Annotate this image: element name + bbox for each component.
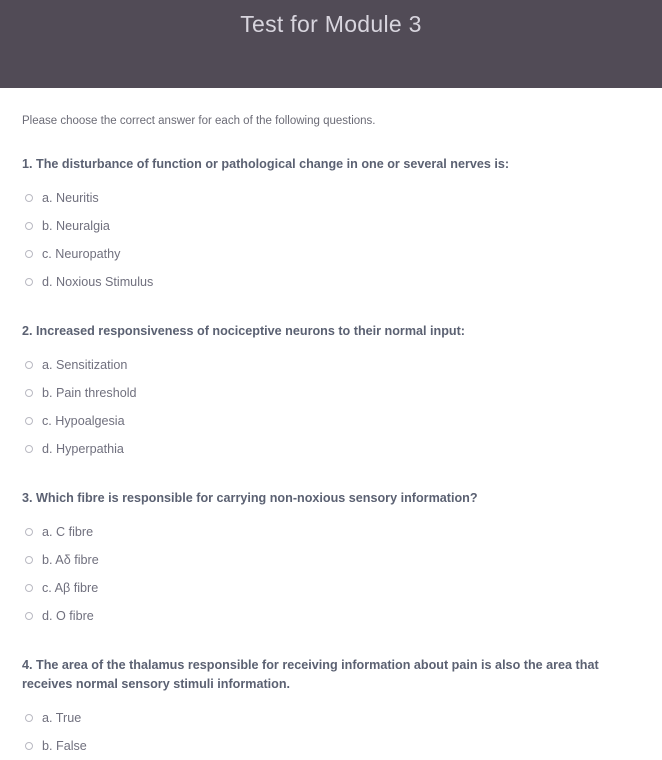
radio-button-icon[interactable] — [25, 194, 33, 202]
radio-button-icon[interactable] — [25, 250, 33, 258]
option-label: a. Sensitization — [42, 357, 128, 372]
quiz-header — [0, 0, 662, 88]
option-label: b. Neuralgia — [42, 218, 110, 233]
option-label: b. Aδ fibre — [42, 552, 99, 567]
option-row[interactable] — [22, 268, 640, 296]
option-row[interactable] — [22, 435, 640, 463]
option-row[interactable] — [22, 351, 640, 379]
radio-button-icon[interactable] — [25, 742, 33, 750]
instructions-text: Please choose the correct answer for each of the following questions. — [22, 115, 376, 127]
option-label: d. O fibre — [42, 608, 94, 623]
radio-button-icon[interactable] — [25, 612, 33, 620]
option-row[interactable] — [22, 574, 640, 602]
question-text: 1. The disturbance of function or pathological change in one or several nerves is: — [22, 157, 510, 171]
radio-button-icon[interactable] — [25, 528, 33, 536]
quiz-body — [0, 113, 662, 760]
option-row[interactable] — [22, 240, 640, 268]
option-label: c. Hypoalgesia — [42, 413, 125, 428]
option-label: c. Aβ fibre — [42, 580, 99, 595]
radio-button-icon[interactable] — [25, 389, 33, 397]
option-label: a. True — [42, 710, 82, 725]
option-label: d. Hyperpathia — [42, 441, 124, 456]
question-text: 4. The area of the thalamus responsible for receiving information about pain is also the area that receives normal sensory stimuli information. — [22, 658, 599, 691]
radio-button-icon[interactable] — [25, 222, 33, 230]
option-label: d. Noxious Stimulus — [42, 274, 154, 289]
page-title: Test for Module 3 — [240, 11, 422, 37]
option-row[interactable] — [22, 518, 640, 546]
option-label: a. C fibre — [42, 524, 94, 539]
radio-button-icon[interactable] — [25, 556, 33, 564]
question-block-2 — [22, 322, 640, 463]
option-row[interactable] — [22, 212, 640, 240]
question-block-4 — [22, 656, 640, 760]
option-row[interactable] — [22, 704, 640, 732]
option-row[interactable] — [22, 732, 640, 760]
option-label: b. Pain threshold — [42, 385, 137, 400]
option-label: a. Neuritis — [42, 190, 99, 205]
question-block-3 — [22, 489, 640, 630]
option-row[interactable] — [22, 407, 640, 435]
option-label: b. False — [42, 738, 87, 753]
option-row[interactable] — [22, 546, 640, 574]
option-row[interactable] — [22, 379, 640, 407]
radio-button-icon[interactable] — [25, 584, 33, 592]
option-row[interactable] — [22, 184, 640, 212]
radio-button-icon[interactable] — [25, 278, 33, 286]
radio-button-icon[interactable] — [25, 445, 33, 453]
option-label: c. Neuropathy — [42, 246, 121, 261]
option-row[interactable] — [22, 602, 640, 630]
radio-button-icon[interactable] — [25, 714, 33, 722]
radio-button-icon[interactable] — [25, 361, 33, 369]
question-block-1 — [22, 155, 640, 296]
radio-button-icon[interactable] — [25, 417, 33, 425]
question-text: 3. Which fibre is responsible for carrying non-noxious sensory information? — [22, 491, 478, 505]
question-text: 2. Increased responsiveness of nociceptive neurons to their normal input: — [22, 324, 465, 338]
